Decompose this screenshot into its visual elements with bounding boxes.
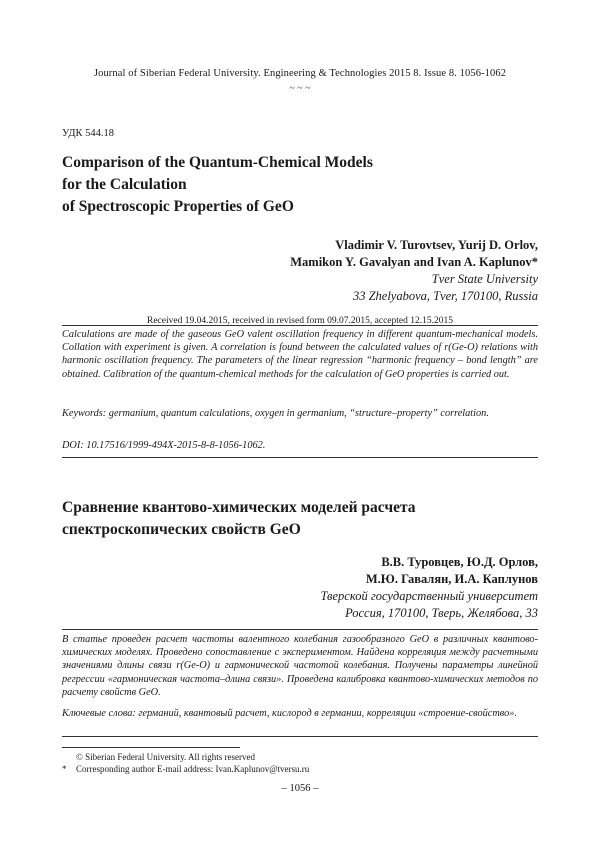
english-address: 33 Zhelyabova, Tver, 170100, Russia <box>352 289 538 303</box>
header-separator: ~ ~ ~ <box>289 83 311 94</box>
udk-code: УДК 544.18 <box>62 128 115 139</box>
english-authors-block <box>290 237 538 305</box>
russian-abstract-text: В статье проведен расчет частоты валентного колебания газообразного GeO в различных квантово-химических моделях. Проведено сопоставление с экспериментом. Найдена корреляция между расчетными значениями длины связи r(Ge-O) и гармонической частотой колебания. Получены параметры линейной регрессии «гармоническая частота–длина связи». Проведена калибровка квантово-химических методов по расчету свойств GeO. <box>62 634 538 698</box>
russian-abstract <box>62 633 538 699</box>
russian-authors-line-2: М.Ю. Гавалян, И.А. Каплунов <box>365 572 538 586</box>
russian-title-line-1: Сравнение квантово-химических моделей расчета <box>62 499 416 516</box>
received-dates: Received 19.04.2015, received in revised form 09.07.2015, accepted 12.15.2015 <box>146 316 454 326</box>
abstract-top-rule <box>62 325 538 326</box>
russian-abstract-top-rule <box>62 629 538 630</box>
russian-title <box>62 497 416 541</box>
russian-abstract-bottom-rule <box>62 736 538 737</box>
copyright-footnote <box>62 751 255 763</box>
english-keywords-text: Keywords: germanium, quantum calculations, oxygen in germanium, “structure–property” correlation. <box>62 408 489 419</box>
english-title-line-3: of Spectroscopic Properties of GeO <box>62 198 294 215</box>
english-keywords <box>62 407 538 420</box>
russian-address: Россия, 170100, Тверь, Желябова, 33 <box>345 606 538 620</box>
english-abstract <box>62 328 538 381</box>
english-abstract-text: Calculations are made of the gaseous GeO valent oscillation frequency in different quantum-mechanical models. Collation with experiment is given. A correlation is found between the calculated values of r(Ge-O) relations with harmonic oscillation frequency. The parameters of the linear regression “harmonic frequency – bond length” are obtained. Calibration of the quantum-chemical methods for the calculation of GeO properties is carried out. <box>62 329 538 380</box>
english-title-line-1: Comparison of the Quantum-Chemical Models <box>62 154 373 171</box>
russian-authors-line-1: В.В. Туровцев, Ю.Д. Орлов, <box>381 555 538 569</box>
page-number: – 1056 – <box>281 783 319 794</box>
russian-affiliation: Тверской государственный университет <box>320 589 538 603</box>
english-affiliation: Tver State University <box>431 272 538 286</box>
footnote-asterisk: * <box>62 764 67 774</box>
english-title <box>62 152 373 218</box>
corresponding-footnote <box>62 763 309 775</box>
russian-keywords-text: Ключевые слова: германий, квантовый расчет, кислород в германии, корреляции «строение-свойство». <box>62 708 517 719</box>
russian-title-line-2: спектроскопических свойств GeO <box>62 521 301 538</box>
copyright-text: © Siberian Federal University. All rights reserved <box>76 752 255 762</box>
english-authors-line-1: Vladimir V. Turovtsev, Yurij D. Orlov, <box>335 238 538 252</box>
journal-header: Journal of Siberian Federal University. Engineering & Technologies 2015 8. Issue 8. 1056-1062 <box>93 68 507 79</box>
russian-keywords <box>62 707 538 720</box>
abstract-bottom-rule <box>62 457 538 458</box>
english-title-line-2: for the Calculation <box>62 176 187 193</box>
footnote-rule <box>62 747 240 748</box>
doi: DOI: 10.17516/1999-494X-2015-8-8-1056-1062. <box>62 440 266 451</box>
corresponding-email: Corresponding author E-mail address: Ivan.Kaplunov@tversu.ru <box>76 764 310 774</box>
english-authors-line-2: Mamikon Y. Gavalyan and Ivan A. Kaplunov* <box>290 255 538 269</box>
russian-authors-block <box>321 554 538 622</box>
